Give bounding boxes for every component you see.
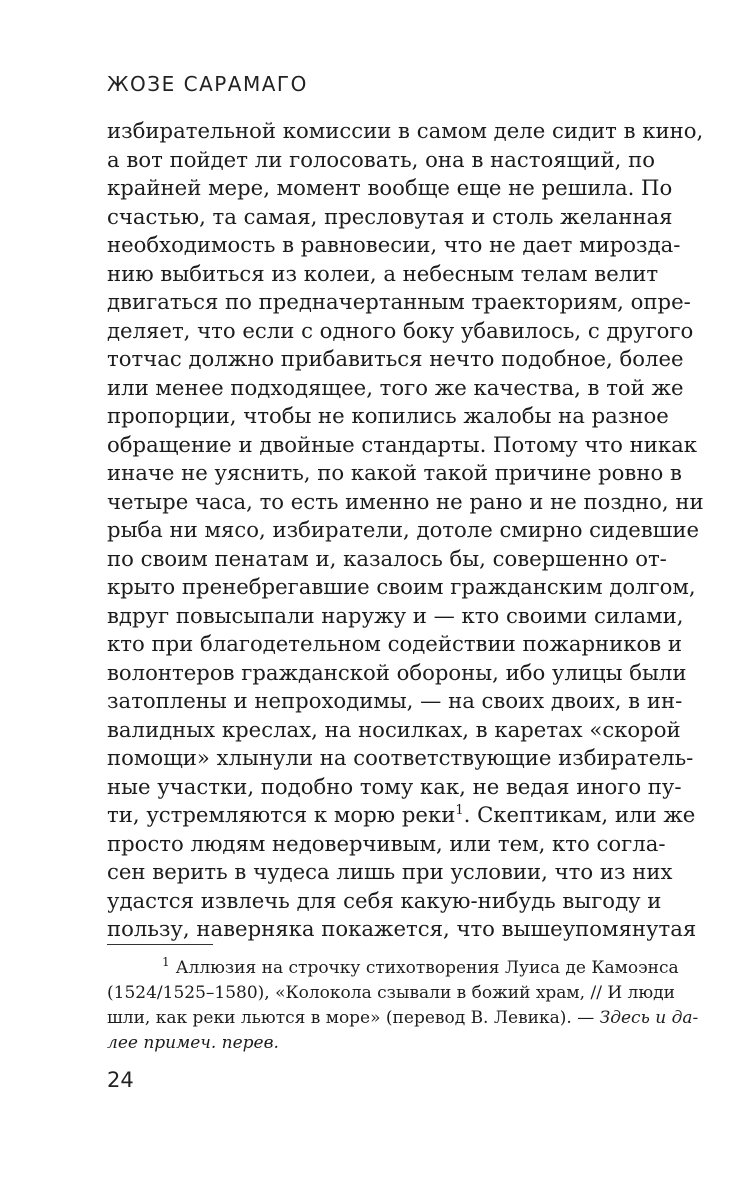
text-line: обращение и двойные стандарты. Потому что никак [107, 431, 698, 457]
text-line: крайней мере, момент вообще еще не решила. По [107, 175, 673, 200]
footnote-reference: 1 [455, 802, 464, 818]
text-line: ные участки, подобно тому как, не ведая иного пу- [107, 773, 682, 799]
footnote-divider [107, 944, 213, 945]
text-line: волонтеров гражданской обороны, ибо улицы были [107, 659, 687, 685]
page-number: 24 [107, 1068, 134, 1092]
text-line: затоплены и непроходимы, — на своих двоих, в ин- [107, 688, 683, 713]
text-line: помощи» хлынули на соответствующие избиратель- [107, 745, 694, 770]
footnote-text: Аллюзия на строчку стихотворения Луиса де Камоэнса [175, 958, 679, 978]
text-line: а вот пойдет ли голосовать, она в настоящий, по [107, 146, 655, 172]
text-line: просто людям недоверчивым, или тем, кто согла- [107, 830, 666, 856]
text-line: по своим пенатам и, казалось бы, совершенно от- [107, 545, 667, 571]
footnote-line: (1524/1525–1580), «Колокола сзывали в божий храм, // И люди [107, 983, 675, 1003]
text-line: четыре часа, то есть именно не рано и не поздно, ни [107, 488, 704, 514]
text-line: кто при благодетельном содействии пожарников и [107, 631, 683, 656]
footnote-italic-text: Здесь и да- [599, 1008, 699, 1028]
text-line: избирательной комиссии в самом деле сидит в кино, [107, 118, 704, 143]
text-line: двигаться по предначертанным траекториям, опре- [107, 289, 691, 314]
text-line: пользу, наверняка покажется, что вышеупомянутая [107, 916, 697, 941]
text-line: сен верить в чудеса лишь при условии, что из них [107, 859, 673, 884]
text-line: нию выбиться из колеи, а небесным телам велит [107, 260, 659, 286]
text-line: рыба ни мясо, избиратели, дотоле смирно сидевшие [107, 517, 700, 542]
text-line: валидных креслах, на носилках, в каретах «скорой [107, 716, 681, 742]
text-line: пропорции, чтобы не копились жалобы на разное [107, 403, 669, 428]
text-segment: . Скептикам, или же [463, 802, 696, 827]
text-line: крыто пренебрегавшие своим гражданским долгом, [107, 574, 696, 599]
text-line: счастью, та самая, пресловутая и столь желанная [107, 203, 673, 229]
main-text [107, 117, 704, 944]
footnote [107, 955, 699, 1056]
text-segment: ти, устремляются к морю реки [107, 802, 456, 827]
text-line: деляет, что если с одного боку убавилось, с другого [107, 317, 694, 343]
running-head-author: ЖОЗЕ САРАМАГО [107, 72, 308, 96]
footnote-line: лее примеч. перев. [107, 1033, 279, 1053]
footnote-line [107, 955, 679, 981]
text-line-with-footnote-ref [107, 801, 696, 830]
text-line: или менее подходящее, того же качества, в той же [107, 374, 684, 400]
text-line: тотчас должно прибавиться нечто подобное, более [107, 346, 684, 371]
footnote-text: шли, как реки льются в море» (перевод В. Левика). — [107, 1008, 600, 1028]
footnote-number: 1 [162, 955, 170, 970]
text-line: удастся извлечь для себя какую-нибудь выгоду и [107, 887, 662, 913]
text-line: иначе не уяснить, по какой такой причине ровно в [107, 460, 682, 485]
text-line: необходимость в равновесии, что не дает мирозда- [107, 232, 681, 257]
footnote-line [107, 1006, 699, 1031]
text-line: вдруг повысыпали наружу и — кто своими силами, [107, 602, 684, 628]
